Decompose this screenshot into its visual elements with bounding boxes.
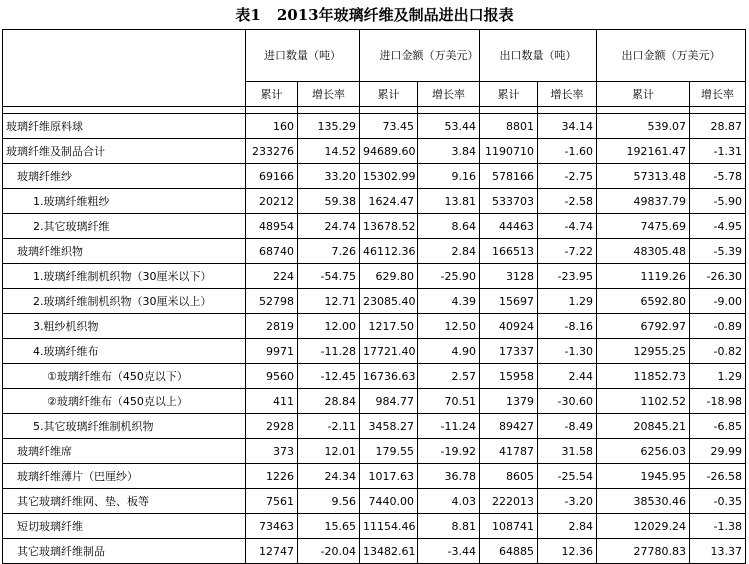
header-import-quantity: 进口数量（吨） bbox=[246, 30, 360, 82]
header-corner bbox=[3, 30, 246, 107]
header-growth-rate: 增长率 bbox=[298, 82, 360, 107]
row-label: 玻璃纤维薄片（巴厘纱） bbox=[3, 464, 246, 489]
row-label: 玻璃纤维纱 bbox=[3, 164, 246, 189]
table-row bbox=[3, 414, 746, 439]
value-cell: 539.07 bbox=[597, 114, 690, 139]
value-cell: -26.30 bbox=[690, 264, 746, 289]
value-cell: -20.04 bbox=[298, 539, 360, 564]
value-cell: 1017.63 bbox=[360, 464, 418, 489]
header-growth-rate: 增长率 bbox=[418, 82, 480, 107]
value-cell: 2928 bbox=[246, 414, 298, 439]
table-label: 表1 bbox=[235, 6, 261, 24]
value-cell: 12.71 bbox=[298, 289, 360, 314]
value-cell: 1945.95 bbox=[597, 464, 690, 489]
value-cell: 984.77 bbox=[360, 389, 418, 414]
value-cell: 12.00 bbox=[298, 314, 360, 339]
value-cell: 224 bbox=[246, 264, 298, 289]
value-cell: 28.84 bbox=[298, 389, 360, 414]
value-cell: -11.28 bbox=[298, 339, 360, 364]
value-cell: -0.89 bbox=[690, 314, 746, 339]
table-row bbox=[3, 339, 746, 364]
value-cell: -18.98 bbox=[690, 389, 746, 414]
value-cell: -12.45 bbox=[298, 364, 360, 389]
value-cell: 1379 bbox=[480, 389, 538, 414]
table-row bbox=[3, 139, 746, 164]
table-row bbox=[3, 464, 746, 489]
value-cell: 28.87 bbox=[690, 114, 746, 139]
value-cell: 73.45 bbox=[360, 114, 418, 139]
value-cell: 13482.61 bbox=[360, 539, 418, 564]
value-cell: 14.52 bbox=[298, 139, 360, 164]
header-cumulative: 累计 bbox=[480, 82, 538, 107]
header-growth-rate: 增长率 bbox=[690, 82, 746, 107]
value-cell: -23.95 bbox=[538, 264, 597, 289]
value-cell: 4.90 bbox=[418, 339, 480, 364]
header-growth-rate: 增长率 bbox=[538, 82, 597, 107]
value-cell: 94689.60 bbox=[360, 139, 418, 164]
value-cell: 233276 bbox=[246, 139, 298, 164]
value-cell: -1.38 bbox=[690, 514, 746, 539]
table-row bbox=[3, 164, 746, 189]
value-cell: -7.22 bbox=[538, 239, 597, 264]
value-cell: 31.58 bbox=[538, 439, 597, 464]
value-cell: -2.11 bbox=[298, 414, 360, 439]
value-cell: -8.49 bbox=[538, 414, 597, 439]
table-row bbox=[3, 364, 746, 389]
value-cell: 8.81 bbox=[418, 514, 480, 539]
value-cell: 1102.52 bbox=[597, 389, 690, 414]
value-cell: 1226 bbox=[246, 464, 298, 489]
table-row bbox=[3, 264, 746, 289]
row-label: 4.玻璃纤维布 bbox=[3, 339, 246, 364]
value-cell: -30.60 bbox=[538, 389, 597, 414]
value-cell: 48954 bbox=[246, 214, 298, 239]
value-cell: 15.65 bbox=[298, 514, 360, 539]
value-cell: -2.58 bbox=[538, 189, 597, 214]
value-cell: 192161.47 bbox=[597, 139, 690, 164]
value-cell: 2.84 bbox=[538, 514, 597, 539]
value-cell: 68740 bbox=[246, 239, 298, 264]
row-label: 玻璃纤维席 bbox=[3, 439, 246, 464]
value-cell: 1217.50 bbox=[360, 314, 418, 339]
value-cell: 23085.40 bbox=[360, 289, 418, 314]
table-row bbox=[3, 239, 746, 264]
header-cumulative: 累计 bbox=[246, 82, 298, 107]
value-cell: 49837.79 bbox=[597, 189, 690, 214]
table-row bbox=[3, 214, 746, 239]
value-cell: 12.01 bbox=[298, 439, 360, 464]
value-cell: 73463 bbox=[246, 514, 298, 539]
row-label: ②玻璃纤维布（450克以上） bbox=[3, 389, 246, 414]
value-cell: 27780.83 bbox=[597, 539, 690, 564]
row-label: 1.玻璃纤维粗纱 bbox=[3, 189, 246, 214]
value-cell: 38530.46 bbox=[597, 489, 690, 514]
value-cell: 6592.80 bbox=[597, 289, 690, 314]
row-label: ①玻璃纤维布（450克以下） bbox=[3, 364, 246, 389]
value-cell: 6792.97 bbox=[597, 314, 690, 339]
value-cell: 12.36 bbox=[538, 539, 597, 564]
value-cell: -1.31 bbox=[690, 139, 746, 164]
row-label: 玻璃纤维织物 bbox=[3, 239, 246, 264]
row-label: 其它玻璃纤维制品 bbox=[3, 539, 246, 564]
table-row bbox=[3, 189, 746, 214]
value-cell: 108741 bbox=[480, 514, 538, 539]
value-cell: 16736.63 bbox=[360, 364, 418, 389]
table-row bbox=[3, 314, 746, 339]
row-label: 2.玻璃纤维制机织物（30厘米以上） bbox=[3, 289, 246, 314]
value-cell: 3128 bbox=[480, 264, 538, 289]
value-cell: 1119.26 bbox=[597, 264, 690, 289]
value-cell: 20845.21 bbox=[597, 414, 690, 439]
value-cell: 135.29 bbox=[298, 114, 360, 139]
value-cell: -2.75 bbox=[538, 164, 597, 189]
table-row bbox=[3, 489, 746, 514]
value-cell: 13.81 bbox=[418, 189, 480, 214]
value-cell: 20212 bbox=[246, 189, 298, 214]
value-cell: -19.92 bbox=[418, 439, 480, 464]
value-cell: -54.75 bbox=[298, 264, 360, 289]
value-cell: 4.03 bbox=[418, 489, 480, 514]
value-cell: 12.50 bbox=[418, 314, 480, 339]
value-cell: 7.26 bbox=[298, 239, 360, 264]
value-cell: 24.74 bbox=[298, 214, 360, 239]
value-cell: 17721.40 bbox=[360, 339, 418, 364]
row-label: 其它玻璃纤维网、垫、板等 bbox=[3, 489, 246, 514]
value-cell: 8.64 bbox=[418, 214, 480, 239]
table-row bbox=[3, 389, 746, 414]
value-cell: 59.38 bbox=[298, 189, 360, 214]
value-cell: 9.16 bbox=[418, 164, 480, 189]
value-cell: 11154.46 bbox=[360, 514, 418, 539]
value-cell: 46112.36 bbox=[360, 239, 418, 264]
header-cumulative: 累计 bbox=[360, 82, 418, 107]
value-cell: 2.44 bbox=[538, 364, 597, 389]
value-cell: -0.82 bbox=[690, 339, 746, 364]
value-cell: -4.74 bbox=[538, 214, 597, 239]
value-cell: 9971 bbox=[246, 339, 298, 364]
value-cell: -3.20 bbox=[538, 489, 597, 514]
value-cell: 411 bbox=[246, 389, 298, 414]
value-cell: -1.30 bbox=[538, 339, 597, 364]
value-cell: -5.90 bbox=[690, 189, 746, 214]
value-cell: -1.60 bbox=[538, 139, 597, 164]
value-cell: 70.51 bbox=[418, 389, 480, 414]
value-cell: 8801 bbox=[480, 114, 538, 139]
row-label: 1.玻璃纤维制机织物（30厘米以下） bbox=[3, 264, 246, 289]
value-cell: 34.14 bbox=[538, 114, 597, 139]
value-cell: 15697 bbox=[480, 289, 538, 314]
value-cell: 8605 bbox=[480, 464, 538, 489]
value-cell: 9.56 bbox=[298, 489, 360, 514]
value-cell: -5.39 bbox=[690, 239, 746, 264]
value-cell: -3.44 bbox=[418, 539, 480, 564]
value-cell: 2.57 bbox=[418, 364, 480, 389]
value-cell: 89427 bbox=[480, 414, 538, 439]
value-cell: 15958 bbox=[480, 364, 538, 389]
value-cell: 17337 bbox=[480, 339, 538, 364]
value-cell: 33.20 bbox=[298, 164, 360, 189]
value-cell: -26.58 bbox=[690, 464, 746, 489]
value-cell: 57313.48 bbox=[597, 164, 690, 189]
value-cell: -6.85 bbox=[690, 414, 746, 439]
value-cell: 1.29 bbox=[538, 289, 597, 314]
value-cell: 629.80 bbox=[360, 264, 418, 289]
header-cumulative: 累计 bbox=[597, 82, 690, 107]
value-cell: 41787 bbox=[480, 439, 538, 464]
value-cell: 179.55 bbox=[360, 439, 418, 464]
row-label: 3.粗纱机织物 bbox=[3, 314, 246, 339]
value-cell: 1190710 bbox=[480, 139, 538, 164]
value-cell: 222013 bbox=[480, 489, 538, 514]
value-cell: 13678.52 bbox=[360, 214, 418, 239]
table-row bbox=[3, 439, 746, 464]
value-cell: 36.78 bbox=[418, 464, 480, 489]
value-cell: 29.99 bbox=[690, 439, 746, 464]
trade-table bbox=[2, 29, 746, 564]
header-import-value: 进口金额（万美元） bbox=[360, 30, 480, 82]
table-title-text: 2013年玻璃纤维及制品进出口报表 bbox=[276, 6, 514, 24]
value-cell: -25.90 bbox=[418, 264, 480, 289]
row-label: 玻璃纤维及制品合计 bbox=[3, 139, 246, 164]
value-cell: 12029.24 bbox=[597, 514, 690, 539]
value-cell: 12955.25 bbox=[597, 339, 690, 364]
table-row bbox=[3, 514, 746, 539]
value-cell: -4.95 bbox=[690, 214, 746, 239]
value-cell: -25.54 bbox=[538, 464, 597, 489]
table-row bbox=[3, 289, 746, 314]
header-export-value: 出口金额（万美元） bbox=[597, 30, 746, 82]
value-cell: 53.44 bbox=[418, 114, 480, 139]
value-cell: 40924 bbox=[480, 314, 538, 339]
value-cell: 2.84 bbox=[418, 239, 480, 264]
value-cell: 1.29 bbox=[690, 364, 746, 389]
value-cell: 9560 bbox=[246, 364, 298, 389]
value-cell: 160 bbox=[246, 114, 298, 139]
value-cell: 4.39 bbox=[418, 289, 480, 314]
value-cell: -11.24 bbox=[418, 414, 480, 439]
value-cell: 6256.03 bbox=[597, 439, 690, 464]
value-cell: 24.34 bbox=[298, 464, 360, 489]
row-label: 5.其它玻璃纤维制机织物 bbox=[3, 414, 246, 439]
value-cell: 578166 bbox=[480, 164, 538, 189]
value-cell: -0.35 bbox=[690, 489, 746, 514]
value-cell: -8.16 bbox=[538, 314, 597, 339]
value-cell: 3458.27 bbox=[360, 414, 418, 439]
table-row bbox=[3, 114, 746, 139]
header-export-quantity: 出口数量（吨） bbox=[480, 30, 597, 82]
value-cell: 2819 bbox=[246, 314, 298, 339]
value-cell: 1624.47 bbox=[360, 189, 418, 214]
row-label: 短切玻璃纤维 bbox=[3, 514, 246, 539]
value-cell: -9.00 bbox=[690, 289, 746, 314]
value-cell: 533703 bbox=[480, 189, 538, 214]
value-cell: 15302.99 bbox=[360, 164, 418, 189]
value-cell: 373 bbox=[246, 439, 298, 464]
table-row bbox=[3, 539, 746, 564]
value-cell: 7440.00 bbox=[360, 489, 418, 514]
value-cell: 44463 bbox=[480, 214, 538, 239]
value-cell: 166513 bbox=[480, 239, 538, 264]
value-cell: 69166 bbox=[246, 164, 298, 189]
table-title bbox=[0, 4, 749, 26]
value-cell: 64885 bbox=[480, 539, 538, 564]
row-label: 玻璃纤维原料球 bbox=[3, 114, 246, 139]
value-cell: -5.78 bbox=[690, 164, 746, 189]
value-cell: 52798 bbox=[246, 289, 298, 314]
value-cell: 11852.73 bbox=[597, 364, 690, 389]
value-cell: 13.37 bbox=[690, 539, 746, 564]
row-label: 2.其它玻璃纤维 bbox=[3, 214, 246, 239]
value-cell: 3.84 bbox=[418, 139, 480, 164]
value-cell: 48305.48 bbox=[597, 239, 690, 264]
value-cell: 7561 bbox=[246, 489, 298, 514]
value-cell: 7475.69 bbox=[597, 214, 690, 239]
value-cell: 12747 bbox=[246, 539, 298, 564]
